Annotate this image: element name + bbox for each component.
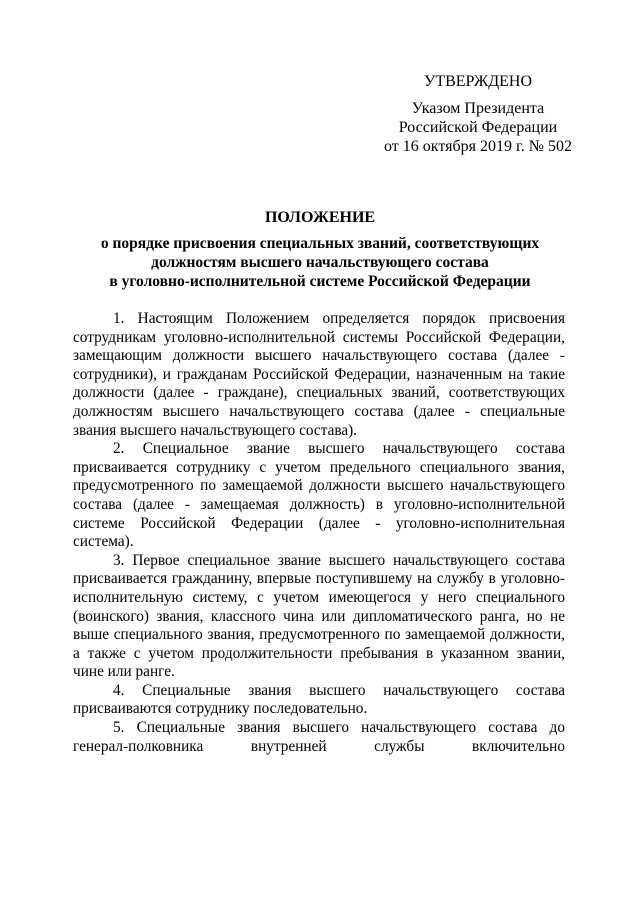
approval-stamp xyxy=(368,72,588,156)
subtitle-line: должностям высшего начальствующего состава xyxy=(151,254,489,271)
paragraph: 3. Первое специальное звание высшего начальствующего состава присваивается гражданину, впервые поступившему на службу в уголовно-исполнительную систему, с учетом имеющегося у него специального (воинского) звания, классного чина или дипломатического ранга, но не выше специального звания, предусмотренного по замещаемой должности, а также с учетом продолжительности пребывания в указанном звании, чине или ранге. xyxy=(73,551,565,681)
subtitle-line: в уголовно-исполнительной системе Российской Федерации xyxy=(109,273,531,290)
subtitle-line: о порядке присвоения специальных званий, соответствующих xyxy=(100,235,540,252)
paragraph: 4. Специальные звания высшего начальствующего состава присваиваются сотруднику последовательно. xyxy=(73,681,565,718)
document-body xyxy=(73,310,565,756)
paragraph: 1. Настоящим Положением определяется порядок присвоения сотрудникам уголовно-исполнительной системы Российской Федерации, замещающим должности высшего начальствующего состава (далее - сотрудники), и гражданам Российской Федерации, назначенным на такие должности (далее - граждане), специальных званий, соответствующих должностям высшего начальствующего состава (далее - специальные звания высшего начальствующего состава). xyxy=(73,310,565,439)
paragraph: 5. Специальные звания высшего начальствующего состава до генерал-полковника внутренней службы включительно xyxy=(73,719,565,755)
document-subtitle xyxy=(60,234,580,291)
approval-heading: УТВЕРЖДЕНО xyxy=(423,73,532,90)
approval-line: от 16 октября 2019 г. № 502 xyxy=(383,138,572,155)
approval-line: Российской Федерации xyxy=(398,119,558,136)
paragraph: 2. Специальное звание высшего начальствующего состава присваивается сотруднику с учетом предельного специального звания, предусмотренного по замещаемой должности высшего начальствующего состава (далее - замещаемая должность) в уголовно-исполнительной системе Российской Федерации (далее - уголовно-исполнительная система). xyxy=(73,440,565,551)
document-title: ПОЛОЖЕНИЕ xyxy=(264,209,376,226)
approval-line: Указом Президента xyxy=(411,100,545,117)
